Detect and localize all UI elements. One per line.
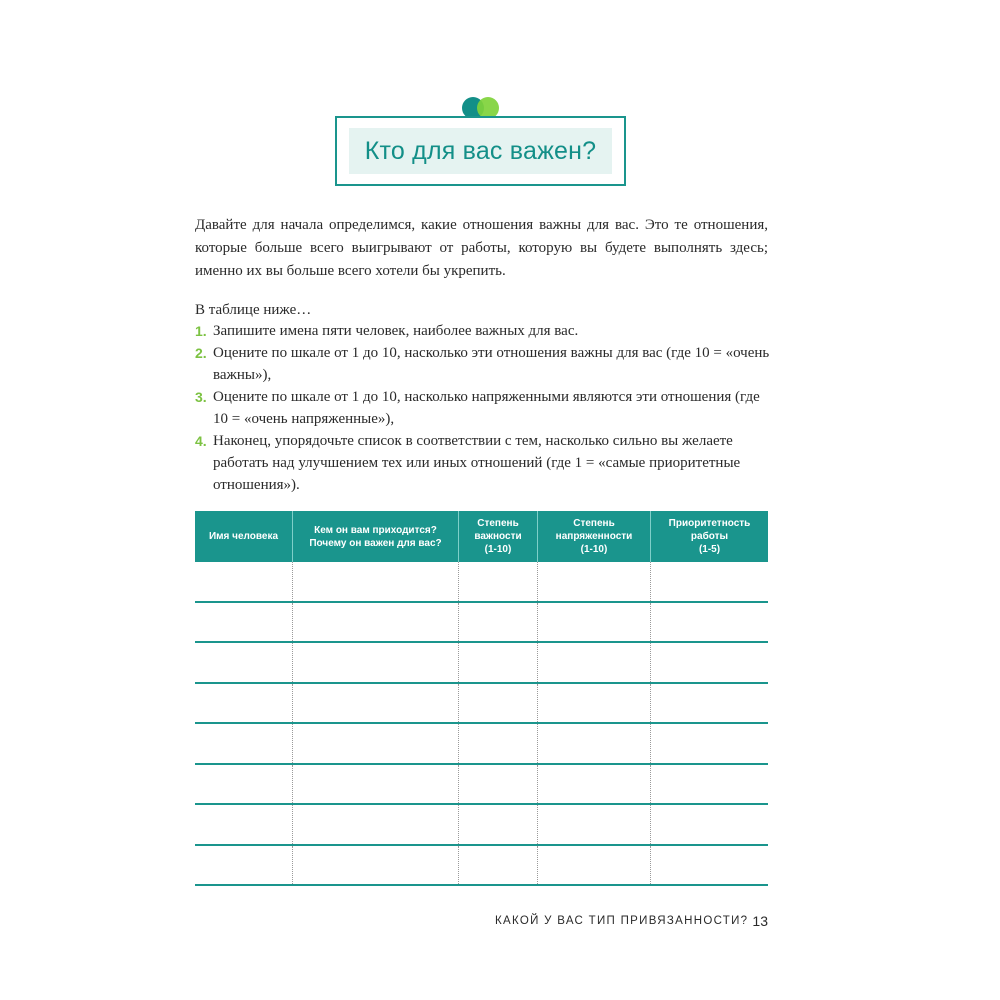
- page-footer: [495, 913, 768, 929]
- table-cell[interactable]: [195, 805, 293, 844]
- header-importance: Степень важности (1-10): [459, 511, 538, 562]
- header-relation: Кем он вам приходится? Почему он важен для вас?: [293, 511, 459, 562]
- table-cell[interactable]: [195, 684, 293, 723]
- relationships-table: [195, 511, 768, 886]
- running-footer-title: КАКОЙ У ВАС ТИП ПРИВЯЗАННОСТИ?: [495, 915, 749, 927]
- intro-paragraph: Давайте для начала определимся, какие отношения важны для вас. Это те отношения, которые больше всего выигрывают от работы, которую вы будете выполнять здесь; именно их вы больше всего хотели бы укрепить.: [195, 217, 768, 279]
- instruction-item: [195, 386, 773, 430]
- table-cell[interactable]: [293, 724, 459, 763]
- page-number: 13: [752, 913, 768, 929]
- table-cell[interactable]: [293, 603, 459, 642]
- title-box: [335, 116, 626, 186]
- page-title: Кто для вас важен?: [364, 136, 597, 165]
- instruction-text: Оцените по шкале от 1 до 10, насколько напряженными являются эти отношения (где 10 = «очень напряженные»),: [213, 389, 760, 427]
- header-priority: Приоритетность работы (1-5): [668, 518, 751, 555]
- table-cell[interactable]: [459, 846, 538, 885]
- table-cell[interactable]: [459, 684, 538, 723]
- table-cell[interactable]: [651, 562, 768, 601]
- instruction-number: 4.: [195, 433, 207, 449]
- table-cell[interactable]: [459, 805, 538, 844]
- table-cell[interactable]: [651, 765, 768, 804]
- table-cell[interactable]: [195, 643, 293, 682]
- table-cell[interactable]: [293, 765, 459, 804]
- instruction-item: [195, 342, 773, 386]
- instruction-number: 2.: [195, 345, 207, 361]
- table-cell[interactable]: [459, 562, 538, 601]
- table-cell[interactable]: [651, 724, 768, 763]
- table-cell[interactable]: [293, 562, 459, 601]
- table-row: [195, 562, 768, 603]
- table-row: [195, 846, 768, 887]
- table-cell[interactable]: [459, 724, 538, 763]
- instruction-item: [195, 320, 773, 342]
- table-cell[interactable]: [651, 643, 768, 682]
- table-cell[interactable]: [293, 684, 459, 723]
- table-cell[interactable]: [195, 603, 293, 642]
- table-cell[interactable]: [459, 643, 538, 682]
- table-cell[interactable]: [538, 643, 651, 682]
- table-cell[interactable]: [651, 684, 768, 723]
- table-cell[interactable]: [195, 846, 293, 885]
- table-row: [195, 805, 768, 846]
- table-cell[interactable]: [538, 805, 651, 844]
- table-row: [195, 765, 768, 806]
- table-cell[interactable]: [293, 805, 459, 844]
- table-cell[interactable]: [459, 603, 538, 642]
- table-cell[interactable]: [195, 724, 293, 763]
- table-cell[interactable]: [293, 643, 459, 682]
- instructions-lead: В таблице ниже…: [195, 302, 312, 318]
- header-name: Имя человека: [195, 511, 293, 562]
- title-panel: [349, 128, 612, 174]
- table-row: [195, 684, 768, 725]
- instruction-text: Оцените по шкале от 1 до 10, насколько эти отношения важны для вас (где 10 = «очень важны»),: [213, 345, 770, 383]
- instruction-text: Наконец, упорядочьте список в соответствии с тем, насколько сильно вы желаете работать над улучшением тех или иных отношений (где 1 = «самые приоритетные отношения»).: [213, 433, 741, 493]
- instruction-text: Запишите имена пяти человек, наиболее важных для вас.: [213, 323, 579, 339]
- table-cell[interactable]: [651, 805, 768, 844]
- table-row: [195, 603, 768, 644]
- table-cell[interactable]: [538, 562, 651, 601]
- table-cell[interactable]: [195, 562, 293, 601]
- table-cell[interactable]: [459, 765, 538, 804]
- table-header: [195, 511, 768, 562]
- table-row: [195, 724, 768, 765]
- header-tension: Степень напряженности (1-10): [538, 511, 651, 562]
- table-cell[interactable]: [195, 765, 293, 804]
- table-cell[interactable]: [538, 603, 651, 642]
- table-cell[interactable]: [538, 846, 651, 885]
- instruction-number: 1.: [195, 323, 207, 339]
- table-cell[interactable]: [651, 846, 768, 885]
- table-body: [195, 562, 768, 886]
- table-row: [195, 643, 768, 684]
- table-cell[interactable]: [293, 846, 459, 885]
- table-cell[interactable]: [651, 603, 768, 642]
- table-cell[interactable]: [538, 684, 651, 723]
- instruction-number: 3.: [195, 389, 207, 405]
- instruction-item: [195, 430, 773, 496]
- instructions-list: [195, 320, 773, 496]
- table-cell[interactable]: [538, 765, 651, 804]
- table-cell[interactable]: [538, 724, 651, 763]
